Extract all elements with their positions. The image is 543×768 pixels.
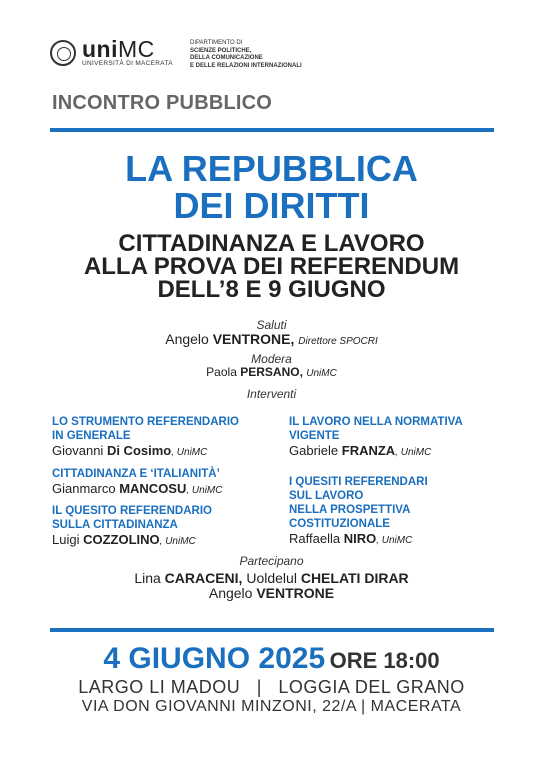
interventions-label: Interventi: [246, 387, 297, 401]
subtitle-line-2: ALLA PROVA DEI REFERENDUM: [83, 253, 460, 280]
subtitle-line-3: DELL’8 E 9 GIUGNO: [157, 276, 386, 303]
participants-line-2: Angelo VENTRONE: [208, 585, 335, 601]
intervention-item: LO STRUMENTO REFERENDARIO IN GENERALE Giovanni Di Cosimo, UniMC: [52, 416, 239, 458]
intervention-item: IL QUESITO REFERENDARIO SULLA CITTADINANZA Luigi COZZOLINO, UniMC: [52, 505, 212, 547]
participants-label: Partecipano: [239, 554, 304, 568]
moderator-speaker: Paola PERSANO, UniMC: [206, 365, 337, 379]
title-line-2: DEI DIRITTI: [173, 185, 370, 226]
moderator-label: Modera: [251, 352, 292, 366]
event-address: VIA DON GIOVANNI MINZONI, 22/A | MACERATA: [81, 698, 462, 715]
intervention-item: CITTADINANZA E ‘ITALIANITÀ’ Gianmarco MANCOSU, UniMC: [52, 468, 223, 496]
university-seal-icon: [50, 40, 76, 66]
department-name: DIPARTIMENTO DI SCIENZE POLITICHE, DELLA COMUNICAZIONE E DELLE RELAZIONI INTERNAZIONALI: [190, 40, 302, 69]
greetings-speaker: Angelo VENTRONE, Direttore SPOCRI: [165, 331, 378, 347]
greetings-label: Saluti: [256, 318, 287, 332]
title-line-1: LA REPUBBLICA: [125, 148, 418, 189]
university-name: UNIVERSITÀ DI MACERATA: [82, 60, 173, 67]
top-divider: [50, 128, 494, 132]
university-logo: uniMC: [82, 36, 155, 62]
intervention-item: I QUESITI REFERENDARI SUL LAVORO NELLA PROSPETTIVA COSTITUZIONALE Raffaella NIRO, UniMC: [289, 476, 428, 546]
event-venue: LARGO LI MADOU | LOGGIA DEL GRANO: [78, 677, 465, 697]
subtitle-line-1: CITTADINANZA E LAVORO: [118, 230, 425, 257]
event-date-time: 4 GIUGNO 2025 ORE 18:00: [103, 642, 440, 675]
bottom-divider: [50, 628, 494, 632]
intervention-item: IL LAVORO NELLA NORMATIVA VIGENTE Gabriele FRANZA, UniMC: [289, 416, 463, 458]
section-label: INCONTRO PUBBLICO: [52, 92, 273, 114]
participants-line-1: Lina CARACENI, Uoldelul CHELATI DIRAR: [134, 570, 409, 586]
